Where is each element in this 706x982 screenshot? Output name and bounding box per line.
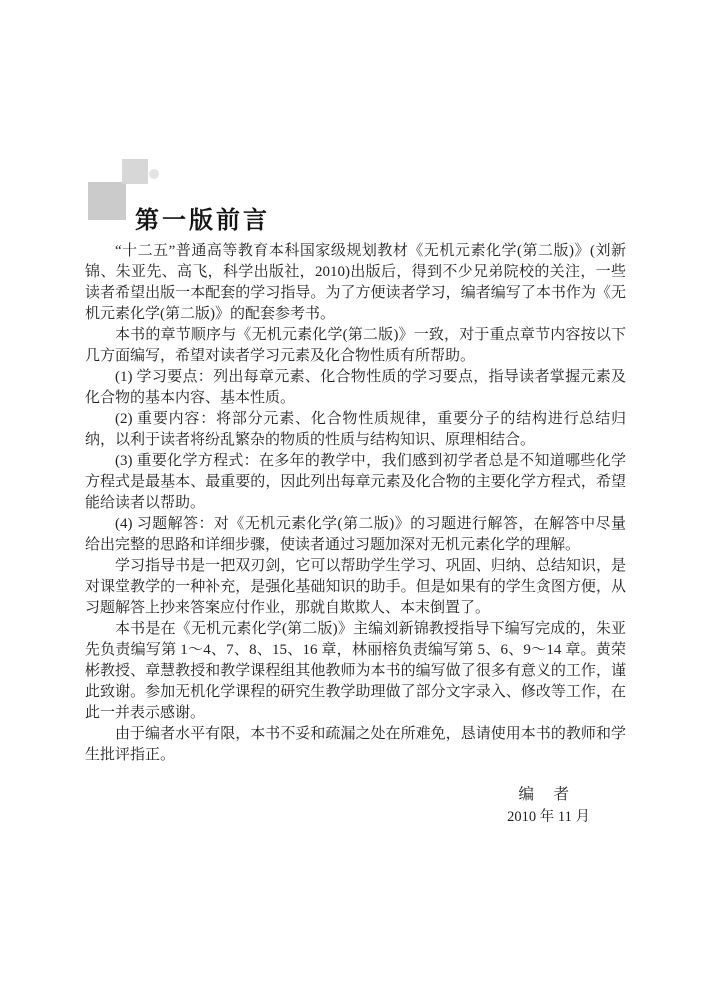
preface-body	[85, 241, 626, 828]
paragraph-intro: “十二五”普通高等教育本科国家级规划教材《无机元素化学(第二版)》(刘新锦、朱亚先、高飞，科学出版社，2010)出版后，得到不少兄弟院校的关注，一些读者希望出版一本配套的学习指导。为了方便读者学习，编者编写了本书作为《无机元素化学(第二版)》的配套参考书。	[85, 243, 626, 322]
page-title: 第一版前言	[135, 207, 270, 235]
paragraph-advice: 学习指导书是一把双刃剑，它可以帮助学生学习、巩固、归纳、总结知识，是对课堂教学的一种补充，是强化基础知识的助手。但是如果有的学生贪图方便，从习题解答上抄来答案应付作业，那就自欺欺人、本末倒置了。	[85, 558, 626, 616]
signature-date: 2010 年 11 月	[507, 809, 590, 825]
signature-block	[85, 784, 626, 828]
author-signature: 编 者	[518, 786, 571, 803]
paragraph-point-1: (1) 学习要点：列出每章元素、化合物性质的学习要点，指导读者掌握元素及化合物的基本内容、基本性质。	[85, 369, 626, 406]
paragraph-point-4: (4) 习题解答：对《无机元素化学(第二版)》的习题进行解答，在解答中尽量给出完整的思路和详细步骤，使读者通过习题加深对无机元素化学的理解。	[85, 516, 626, 553]
paragraph-acknowledgements: 本书是在《无机元素化学(第二版)》主编刘新锦教授指导下编写完成的，朱亚先负责编写第 1～4、7、8、15、16 章，林丽榕负责编写第 5、6、9～14 章。黄荣彬教授、章慧教授和教学课程组其他教师为本书的编写做了很多有意义的工作，谨此致谢。参加无机化学课程的研究生教学助理做了部分文字录入、修改等工作，在此一并表示感谢。	[85, 621, 626, 721]
decoration-square-large-icon	[88, 182, 126, 220]
paragraph-structure: 本书的章节顺序与《无机元素化学(第二版)》一致，对于重点章节内容按以下几方面编写，希望对读者学习元素及化合物性质有所帮助。	[85, 327, 626, 364]
paragraph-closing: 由于编者水平有限，本书不妥和疏漏之处在所难免，恳请使用本书的教师和学生批评指正。	[85, 726, 626, 763]
decoration-dot-icon	[149, 169, 159, 179]
paragraph-point-3: (3) 重要化学方程式：在多年的教学中，我们感到初学者总是不知道哪些化学方程式是最基本、最重要的，因此列出每章元素及化合物的主要化学方程式，希望能给读者以帮助。	[85, 453, 626, 511]
paragraph-point-2: (2) 重要内容：将部分元素、化合物性质规律，重要分子的结构进行总结归纳，以利于读者将纷乱繁杂的物质的性质与结构知识、原理相结合。	[85, 411, 626, 448]
decoration-square-small-icon	[122, 159, 148, 184]
